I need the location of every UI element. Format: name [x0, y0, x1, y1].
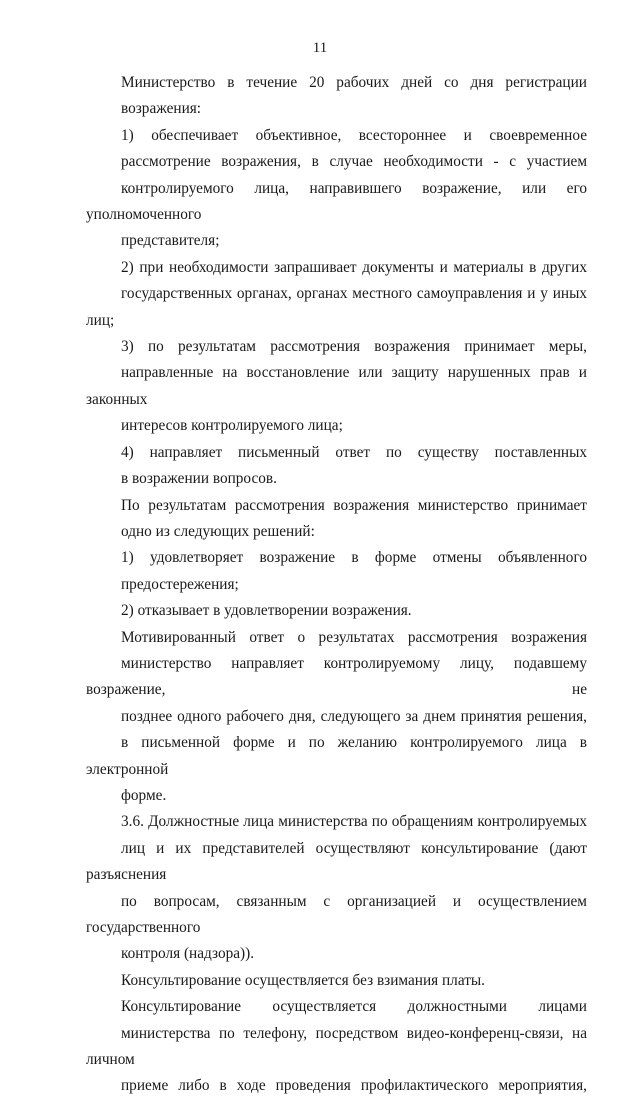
paragraph-section-3-6 — [86, 809, 587, 967]
text-line: приеме либо в ходе проведения профилактического мероприятия, — [121, 1077, 587, 1095]
text-line: в письменной форме и по желанию контролируемого лица в электронной — [86, 734, 587, 778]
text-line: рассмотрение возражения, в случае необходимости - с участием — [121, 153, 587, 171]
text-line: 1) удовлетворяет возражение в форме отмены объявленного — [121, 549, 587, 567]
document-body — [86, 70, 587, 1100]
text-line: лиц и их представителей осуществляют консультирование (дают разъяснения — [86, 839, 587, 884]
paragraph-item-4 — [86, 440, 587, 493]
text-line: 1) обеспечивает объективное, всестороннее и своевременное — [121, 126, 587, 144]
text-line: По результатам рассмотрения возражения министерство принимает — [121, 496, 587, 514]
text-line: контроля (надзора)). — [121, 945, 255, 963]
text-line: 4) направляет письменный ответ по существу поставленных — [121, 443, 587, 461]
text-line: в возражении вопросов. — [121, 470, 277, 488]
paragraph-motivated-answer — [86, 625, 587, 810]
text-line: предостережения; — [121, 575, 239, 593]
paragraph-intro — [86, 70, 587, 123]
text-line: Мотивированный ответ о результатах рассмотрения возражения — [121, 628, 587, 646]
paragraph-decision-1 — [86, 545, 587, 598]
text-line: 2) при необходимости запрашивает документы и материалы в других — [121, 258, 587, 276]
text-line: государственных органах, органах местного самоуправления и у иных лиц; — [86, 285, 587, 329]
paragraph-decisions-intro — [86, 493, 587, 546]
text-line: Консультирование осуществляется без взимания платы. — [121, 971, 485, 989]
text-line: министерства по телефону, посредством видео-конференц-связи, на личном — [86, 1024, 587, 1069]
paragraph-item-1 — [86, 123, 587, 255]
text-line: направленные на восстановление или защиту нарушенных прав и законных — [86, 364, 587, 408]
text-line: 3) по результатам рассмотрения возражения принимает меры, — [121, 338, 587, 356]
text-line: представителя; — [121, 232, 220, 250]
text-line: интересов контролируемого лица; — [121, 417, 343, 435]
text-line: позднее одного рабочего дня, следующего за днем принятия решения, — [121, 707, 587, 725]
paragraph-decision-2 — [86, 598, 587, 624]
paragraph-free-consulting — [86, 968, 587, 994]
paragraph-item-3 — [86, 334, 587, 440]
paragraph-item-2 — [86, 255, 587, 334]
text-line: возражения: — [121, 100, 202, 118]
page-number: 11 — [312, 40, 328, 56]
text-line: одно из следующих решений: — [121, 522, 315, 540]
text-line: Министерство в течение 20 рабочих дней со дня регистрации — [121, 74, 587, 91]
text-line: контролируемого лица, направившего возражение, или его уполномоченного — [86, 179, 587, 224]
text-line: министерство направляет контролируемому лицу, подавшему возражение, не — [86, 654, 587, 699]
text-line: Консультирование осуществляется должностными лицами — [121, 998, 587, 1016]
text-line: форме. — [121, 786, 167, 804]
paragraph-consulting-methods — [86, 994, 587, 1100]
text-line: по вопросам, связанным с организацией и осуществлением государственного — [86, 892, 587, 936]
text-line: 2) отказывает в удовлетворении возражения. — [121, 602, 412, 620]
text-line: 3.6. Должностные лица министерства по обращениям контролируемых — [121, 813, 587, 831]
